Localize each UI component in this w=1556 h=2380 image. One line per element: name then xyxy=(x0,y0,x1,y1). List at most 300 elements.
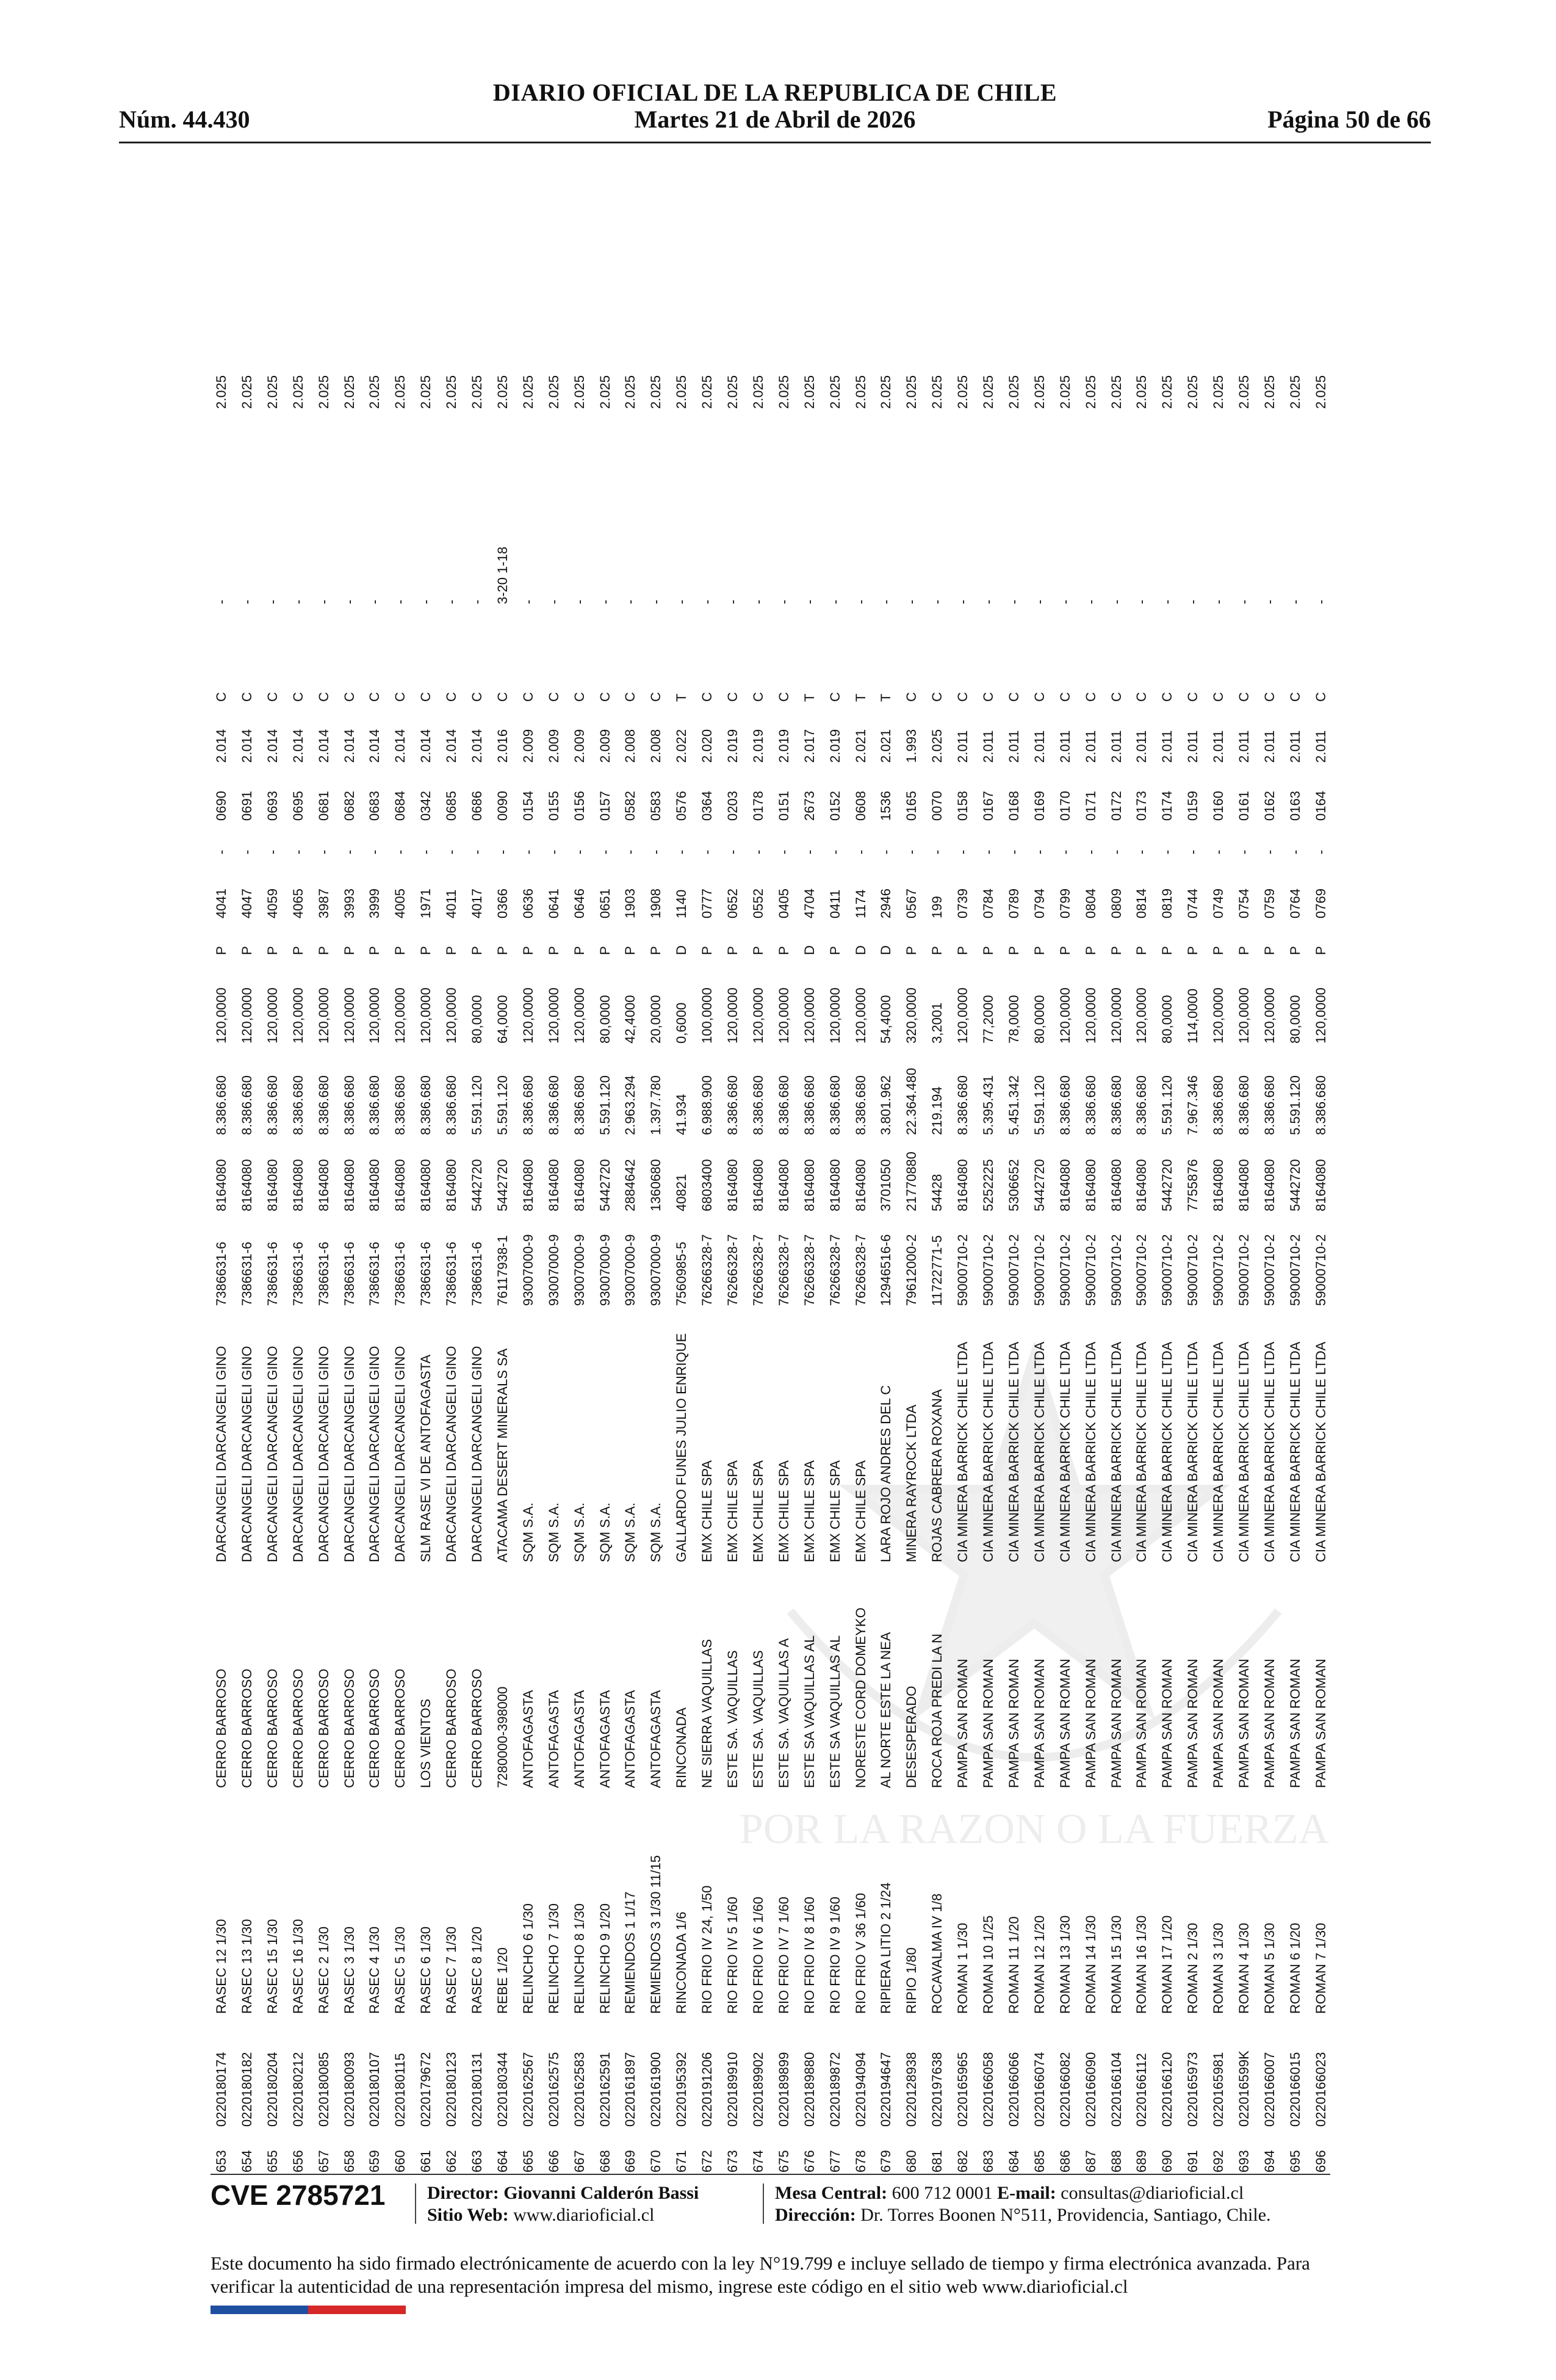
cell-i: - xyxy=(444,599,459,604)
cell-name: ROMAN 6 1/20 xyxy=(1287,1922,1303,2014)
cell-e: 1908 xyxy=(648,889,664,918)
table-row xyxy=(441,177,463,2173)
footer-divider xyxy=(211,2174,1330,2175)
cell-d: P xyxy=(1082,946,1098,955)
cell-dash: - xyxy=(1057,849,1073,854)
cell-b: 8.386.680 xyxy=(1313,1075,1328,1135)
cell-rut: 76266328-7 xyxy=(852,1234,868,1306)
cell-rol: 0220166007 xyxy=(1261,2052,1277,2127)
cell-d: P xyxy=(239,946,254,955)
cell-j: 2.025 xyxy=(571,375,587,409)
cell-loc: ESTE SA. VAQUILLAS xyxy=(750,1650,766,1788)
cell-h: C xyxy=(750,692,766,702)
cell-owner: EMX CHILE SPA xyxy=(776,1460,791,1562)
cell-rut: 93007000-9 xyxy=(648,1234,664,1306)
cell-name: RINCONADA 1/6 xyxy=(674,1911,690,2014)
cell-rol: 0220166082 xyxy=(1057,2052,1073,2127)
cell-e: 0764 xyxy=(1287,889,1303,918)
cell-a: 8164080 xyxy=(1108,1159,1124,1211)
cell-name: RASEC 6 1/30 xyxy=(418,1926,434,2014)
cell-d: P xyxy=(1134,946,1150,955)
cell-i: - xyxy=(699,599,715,604)
cell-a: 5252225 xyxy=(981,1159,996,1211)
cell-f: 0159 xyxy=(1185,791,1201,821)
cell-loc: PAMPA SAN ROMAN xyxy=(1211,1659,1226,1788)
cell-a: 8164080 xyxy=(776,1159,791,1211)
cell-c: 120,0000 xyxy=(725,987,740,1044)
cell-loc: RINCONADA xyxy=(674,1707,690,1788)
cell-f: 0154 xyxy=(520,791,536,821)
cell-d: P xyxy=(1057,946,1073,955)
cell-b: 8.386.680 xyxy=(750,1075,766,1135)
cell-dash: - xyxy=(571,849,587,854)
cell-rol: 0220191206 xyxy=(699,2052,715,2127)
cell-e: 4065 xyxy=(290,889,306,918)
cell-e: 0652 xyxy=(725,889,740,918)
cell-e: 0809 xyxy=(1108,889,1124,918)
cell-h: C xyxy=(904,692,920,702)
cell-owner: ROJAS CABRERA ROXANA xyxy=(929,1389,945,1562)
cell-j: 2.025 xyxy=(904,375,920,409)
cell-d: P xyxy=(827,946,843,955)
cell-b: 8.386.680 xyxy=(418,1075,434,1135)
cell-rol: 0220166090 xyxy=(1082,2052,1098,2127)
cell-owner: CIA MINERA BARRICK CHILE LTDA xyxy=(1185,1341,1201,1562)
cell-b: 8.386.680 xyxy=(367,1075,383,1135)
cell-c: 100,0000 xyxy=(699,987,715,1044)
cell-owner: EMX CHILE SPA xyxy=(852,1460,868,1562)
director-name: Giovanni Calderón Bassi xyxy=(503,2183,699,2203)
issue-date: Martes 21 de Abril de 2026 xyxy=(634,106,916,133)
cell-h: T xyxy=(852,693,868,702)
cell-idx: 684 xyxy=(1006,2150,1021,2173)
cell-owner: CIA MINERA BARRICK CHILE LTDA xyxy=(1031,1341,1047,1562)
page-header xyxy=(119,73,1431,146)
cell-owner: MINERA RAYROCK LTDA xyxy=(904,1404,920,1562)
cell-j: 2.025 xyxy=(239,375,254,409)
cell-name: RASEC 3 1/30 xyxy=(341,1926,357,2014)
table-row xyxy=(339,177,361,2173)
cell-f: 0681 xyxy=(315,791,331,821)
cell-h: C xyxy=(981,692,996,702)
table-row xyxy=(1131,177,1153,2173)
legal-notice: Este documento ha sido firmado electrónicamente de acuerdo con la ley N°19.799 e incluye sellado de tiempo y firma electrónica avanzada. Para verificar la autenticidad de una representación impresa del mismo, ingrese este código en el sitio web www.diarioficial.cl xyxy=(211,2252,1310,2297)
cell-c: 120,0000 xyxy=(418,987,434,1044)
cell-idx: 690 xyxy=(1159,2150,1175,2173)
cell-c: 120,0000 xyxy=(1211,987,1226,1044)
cell-owner: CIA MINERA BARRICK CHILE LTDA xyxy=(1313,1341,1328,1562)
cell-b: 5.591.120 xyxy=(1031,1075,1047,1135)
cell-idx: 696 xyxy=(1313,2150,1328,2173)
cell-rut: 59000710-2 xyxy=(1082,1234,1098,1306)
cell-e: 199 xyxy=(929,896,945,918)
cell-e: 1174 xyxy=(852,889,868,918)
cell-dash: - xyxy=(955,849,971,854)
cell-h: C xyxy=(469,692,484,702)
cell-b: 8.386.680 xyxy=(725,1075,740,1135)
cell-rut: 7386631-6 xyxy=(444,1241,459,1306)
cell-loc: NE SIERRA VAQUILLAS xyxy=(699,1639,715,1788)
cell-e: 3993 xyxy=(341,889,357,918)
cell-a: 5442720 xyxy=(469,1159,484,1211)
cell-c: 3,2001 xyxy=(929,1002,945,1044)
cell-a: 1360680 xyxy=(648,1159,664,1211)
cell-f: 0160 xyxy=(1211,791,1226,821)
cell-i: - xyxy=(1057,599,1073,604)
cell-i: - xyxy=(341,599,357,604)
cell-c: 80,0000 xyxy=(469,995,484,1044)
cell-a: 40821 xyxy=(674,1174,690,1211)
cell-d: P xyxy=(1313,946,1328,955)
cell-j: 2.025 xyxy=(392,375,408,409)
cell-rut: 12946516-6 xyxy=(878,1234,894,1306)
cell-loc: CERRO BARROSO xyxy=(341,1668,357,1788)
cell-a: 8164080 xyxy=(214,1159,229,1211)
cell-a: 8164080 xyxy=(341,1159,357,1211)
cell-c: 78,0000 xyxy=(1006,995,1021,1044)
table-row xyxy=(1029,177,1051,2173)
cell-rol: 0220180085 xyxy=(315,2052,331,2127)
cell-idx: 658 xyxy=(341,2150,357,2173)
cell-g: 2.014 xyxy=(239,729,254,763)
cell-dash: - xyxy=(494,849,510,854)
cell-d: D xyxy=(674,945,690,955)
email-link[interactable]: consultas@diarioficial.cl xyxy=(1061,2183,1244,2203)
cell-dash: - xyxy=(878,849,894,854)
cell-b: 8.386.680 xyxy=(546,1075,561,1135)
cell-a: 8164080 xyxy=(1057,1159,1073,1211)
email-label: E-mail: xyxy=(997,2183,1056,2203)
cell-j: 2.025 xyxy=(1236,375,1252,409)
cell-b: 8.386.680 xyxy=(852,1075,868,1135)
cell-rol: 0220166015 xyxy=(1287,2052,1303,2127)
cell-i: - xyxy=(1031,599,1047,604)
cell-dash: - xyxy=(1313,849,1328,854)
cell-owner: SQM S.A. xyxy=(648,1502,664,1562)
cell-idx: 681 xyxy=(929,2150,945,2173)
cell-f: 0172 xyxy=(1108,791,1124,821)
cell-f: 2673 xyxy=(801,791,817,821)
cell-rol: 0220189880 xyxy=(801,2052,817,2127)
cell-rut: 59000710-2 xyxy=(955,1234,971,1306)
cell-g: 2.011 xyxy=(1006,730,1021,763)
cell-b: 8.386.680 xyxy=(827,1075,843,1135)
cell-h: C xyxy=(1236,692,1252,702)
cell-j: 2.025 xyxy=(622,375,638,409)
cell-e: 0744 xyxy=(1185,889,1201,918)
cell-f: 0162 xyxy=(1261,791,1277,821)
cell-i: - xyxy=(955,599,971,604)
table-row xyxy=(415,177,437,2173)
table-row xyxy=(1208,177,1230,2173)
cell-b: 5.591.120 xyxy=(494,1075,510,1135)
cell-i: - xyxy=(367,599,383,604)
cell-a: 5306652 xyxy=(1006,1159,1021,1211)
cell-g: 2.014 xyxy=(418,729,434,763)
cell-rut: 93007000-9 xyxy=(571,1234,587,1306)
cell-loc: ANTOFAGASTA xyxy=(571,1690,587,1788)
cell-idx: 693 xyxy=(1236,2150,1252,2173)
cell-i: - xyxy=(239,599,254,604)
cell-rol: 0220165965 xyxy=(955,2052,971,2127)
cell-d: P xyxy=(341,946,357,955)
cell-idx: 668 xyxy=(597,2150,613,2173)
cell-h: C xyxy=(1031,692,1047,702)
cell-rol: 0220166120 xyxy=(1159,2052,1175,2127)
cell-g: 2.020 xyxy=(699,729,715,763)
cell-b: 5.591.120 xyxy=(1287,1075,1303,1135)
cell-owner: EMX CHILE SPA xyxy=(801,1460,817,1562)
address-text: Dr. Torres Boonen N°511, Providencia, Santiago, Chile. xyxy=(860,2205,1271,2225)
cell-idx: 691 xyxy=(1185,2150,1201,2173)
cell-dash: - xyxy=(750,849,766,854)
cell-d: P xyxy=(264,946,280,955)
web-link[interactable]: www.diarioficial.cl xyxy=(513,2205,655,2225)
cell-a: 8164080 xyxy=(264,1159,280,1211)
table-row xyxy=(1003,177,1025,2173)
cell-d: P xyxy=(1287,946,1303,955)
cell-c: 120,0000 xyxy=(239,987,254,1044)
cell-b: 8.386.680 xyxy=(214,1075,229,1135)
cell-i: - xyxy=(904,599,920,604)
table-row xyxy=(773,177,795,2173)
cell-i: - xyxy=(776,599,791,604)
cell-b: 8.386.680 xyxy=(1134,1075,1150,1135)
footer-separator xyxy=(415,2183,416,2224)
cell-dash: - xyxy=(725,849,740,854)
cell-rut: 59000710-2 xyxy=(1134,1234,1150,1306)
cell-h: C xyxy=(392,692,408,702)
cell-g: 2.009 xyxy=(520,729,536,763)
cell-i: - xyxy=(1006,599,1021,604)
cell-h: C xyxy=(214,692,229,702)
cell-rut: 59000710-2 xyxy=(1057,1234,1073,1306)
cell-rol: 022016599K xyxy=(1236,2050,1252,2127)
cell-e: 1971 xyxy=(418,889,434,918)
cell-rut: 59000710-2 xyxy=(1211,1234,1226,1306)
cell-c: 120,0000 xyxy=(1261,987,1277,1044)
cell-a: 8164080 xyxy=(1082,1159,1098,1211)
cell-idx: 676 xyxy=(801,2150,817,2173)
cell-name: REMIENDOS 1 1/17 xyxy=(622,1891,638,2014)
cell-dash: - xyxy=(418,849,434,854)
cell-e: 3987 xyxy=(315,889,331,918)
cell-i: - xyxy=(801,599,817,604)
cell-h: T xyxy=(801,693,817,702)
cell-idx: 666 xyxy=(546,2150,561,2173)
table-row xyxy=(313,177,335,2173)
cell-b: 8.386.680 xyxy=(801,1075,817,1135)
cell-g: 2.025 xyxy=(929,729,945,763)
cell-rol: 0220180107 xyxy=(367,2052,383,2127)
cell-rol: 0220162583 xyxy=(571,2052,587,2127)
cell-dash: - xyxy=(239,849,254,854)
cell-j: 2.025 xyxy=(776,375,791,409)
cell-h: C xyxy=(827,692,843,702)
cell-i: - xyxy=(1082,599,1098,604)
cell-c: 120,0000 xyxy=(827,987,843,1044)
cell-idx: 663 xyxy=(469,2150,484,2173)
cell-rol: 0220165973 xyxy=(1185,2052,1201,2127)
cell-idx: 692 xyxy=(1211,2150,1226,2173)
cell-c: 120,0000 xyxy=(315,987,331,1044)
cell-rol: 0220166104 xyxy=(1108,2052,1124,2127)
cell-e: 4005 xyxy=(392,889,408,918)
cell-a: 8164080 xyxy=(418,1159,434,1211)
cell-name: RIPIO 1/80 xyxy=(904,1947,920,2014)
cell-loc: NORESTE CORD DOMEYKO xyxy=(852,1607,868,1788)
cell-rol: 0220180093 xyxy=(341,2052,357,2127)
cell-g: 2.014 xyxy=(341,729,357,763)
footer-contact-block xyxy=(775,2182,1271,2226)
table-row xyxy=(824,177,846,2173)
cell-f: 0582 xyxy=(622,791,638,821)
cell-name: ROMAN 12 1/20 xyxy=(1031,1915,1047,2014)
cell-name: ROMAN 1 1/30 xyxy=(955,1922,971,2014)
cell-b: 8.386.680 xyxy=(955,1075,971,1135)
table-row xyxy=(901,177,923,2173)
cell-b: 5.395.431 xyxy=(981,1075,996,1135)
cell-b: 8.386.680 xyxy=(239,1075,254,1135)
cell-rut: 59000710-2 xyxy=(1261,1234,1277,1306)
cell-name: RIO FRIO IV 8 1/60 xyxy=(801,1897,817,2014)
cell-h: C xyxy=(1006,692,1021,702)
cell-b: 8.386.680 xyxy=(1261,1075,1277,1135)
cell-dash: - xyxy=(776,849,791,854)
cell-e: 0646 xyxy=(571,889,587,918)
watermark-motto: POR LA RAZON O LA FUERZA xyxy=(739,1806,1330,1853)
cell-b: 8.386.680 xyxy=(1082,1075,1098,1135)
cell-dash: - xyxy=(801,849,817,854)
cell-j: 2.025 xyxy=(1185,375,1201,409)
cell-f: 0576 xyxy=(674,791,690,821)
cell-rut: 79612000-2 xyxy=(904,1234,920,1306)
cell-d: P xyxy=(1185,946,1201,955)
cell-j: 2.025 xyxy=(955,375,971,409)
cell-h: C xyxy=(699,692,715,702)
cell-e: 4704 xyxy=(801,889,817,918)
cell-d: P xyxy=(520,946,536,955)
cell-a: 21770880 xyxy=(904,1152,920,1211)
cell-loc: ANTOFAGASTA xyxy=(520,1690,536,1788)
table-row xyxy=(466,177,488,2173)
cell-owner: DARCANGELI DARCANGELI GINO xyxy=(469,1346,484,1562)
table-row xyxy=(1284,177,1306,2173)
cell-j: 2.025 xyxy=(546,375,561,409)
cell-rol: 0220195392 xyxy=(674,2052,690,2127)
cell-h: C xyxy=(367,692,383,702)
page-indicator: Página 50 de 66 xyxy=(1267,106,1431,133)
cell-rol: 0220189899 xyxy=(776,2052,791,2127)
cell-j: 2.025 xyxy=(1057,375,1073,409)
cell-i: - xyxy=(418,599,434,604)
cell-g: 2.011 xyxy=(1057,730,1073,763)
footer-director-block xyxy=(427,2182,699,2226)
table-row xyxy=(1054,177,1076,2173)
cell-idx: 657 xyxy=(315,2150,331,2173)
cell-f: 0691 xyxy=(239,791,254,821)
cell-dash: - xyxy=(597,849,613,854)
cell-dash: - xyxy=(392,849,408,854)
cell-dash: - xyxy=(315,849,331,854)
cell-d: P xyxy=(1261,946,1277,955)
cell-idx: 653 xyxy=(214,2150,229,2173)
cell-a: 5442720 xyxy=(1287,1159,1303,1211)
cell-loc: ANTOFAGASTA xyxy=(597,1690,613,1788)
cell-g: 2.008 xyxy=(622,729,638,763)
cell-name: RASEC 4 1/30 xyxy=(367,1926,383,2014)
cell-idx: 667 xyxy=(571,2150,587,2173)
cell-name: ROMAN 11 1/20 xyxy=(1006,1916,1021,2014)
cell-a: 8164080 xyxy=(520,1159,536,1211)
cell-idx: 688 xyxy=(1108,2150,1124,2173)
cve-code: CVE 2785721 xyxy=(211,2179,386,2211)
cell-loc: 7280000-398000 xyxy=(494,1686,510,1788)
cell-loc: PAMPA SAN ROMAN xyxy=(1134,1659,1150,1788)
cell-c: 120,0000 xyxy=(444,987,459,1044)
cell-i: - xyxy=(290,599,306,604)
cell-dash: - xyxy=(1006,849,1021,854)
cell-loc: CERRO BARROSO xyxy=(469,1668,484,1788)
cell-h: C xyxy=(1159,692,1175,702)
cell-dash: - xyxy=(367,849,383,854)
cell-j: 2.025 xyxy=(1134,375,1150,409)
cell-name: RASEC 5 1/30 xyxy=(392,1926,408,2014)
cell-d: P xyxy=(981,946,996,955)
cell-c: 120,0000 xyxy=(1236,987,1252,1044)
cell-dash: - xyxy=(214,849,229,854)
table-row xyxy=(952,177,974,2173)
cell-owner: CIA MINERA BARRICK CHILE LTDA xyxy=(981,1341,996,1562)
cell-name: RASEC 2 1/30 xyxy=(315,1926,331,2014)
cell-c: 0,6000 xyxy=(674,1002,690,1044)
cell-e: 1903 xyxy=(622,889,638,918)
cell-j: 2.025 xyxy=(1159,375,1175,409)
cell-f: 0178 xyxy=(750,791,766,821)
cell-i: - xyxy=(648,599,664,604)
header-divider xyxy=(119,142,1431,143)
cell-d: P xyxy=(699,946,715,955)
table-row xyxy=(926,177,948,2173)
cell-dash: - xyxy=(1031,849,1047,854)
cell-j: 2.025 xyxy=(1108,375,1124,409)
cell-rol: 0220128938 xyxy=(904,2052,920,2127)
cell-rol: 0220180131 xyxy=(469,2052,484,2127)
cell-rut: 59000710-2 xyxy=(1159,1234,1175,1306)
cell-idx: 695 xyxy=(1287,2150,1303,2173)
cell-a: 8164080 xyxy=(444,1159,459,1211)
table-row xyxy=(211,177,232,2173)
cell-a: 8164080 xyxy=(725,1159,740,1211)
cell-g: 2.021 xyxy=(878,729,894,763)
cell-g: 2.011 xyxy=(1185,730,1201,763)
cell-j: 2.025 xyxy=(674,375,690,409)
cell-h: C xyxy=(648,692,664,702)
cell-name: RASEC 15 1/30 xyxy=(264,1919,280,2014)
cell-b: 7.967.346 xyxy=(1185,1075,1201,1135)
cell-rut: 7386631-6 xyxy=(239,1241,254,1306)
cell-f: 0156 xyxy=(571,791,587,821)
cell-h: T xyxy=(674,693,690,702)
cell-rol: 0220180344 xyxy=(494,2052,510,2127)
cell-rol: 0220166023 xyxy=(1313,2052,1328,2127)
cell-h: C xyxy=(1185,692,1201,702)
cell-a: 8164080 xyxy=(1211,1159,1226,1211)
cell-f: 0690 xyxy=(214,791,229,821)
cell-name: RIO FRIO IV 7 1/60 xyxy=(776,1897,791,2014)
cell-b: 6.988.900 xyxy=(699,1075,715,1135)
cell-loc: CERRO BARROSO xyxy=(264,1668,280,1788)
